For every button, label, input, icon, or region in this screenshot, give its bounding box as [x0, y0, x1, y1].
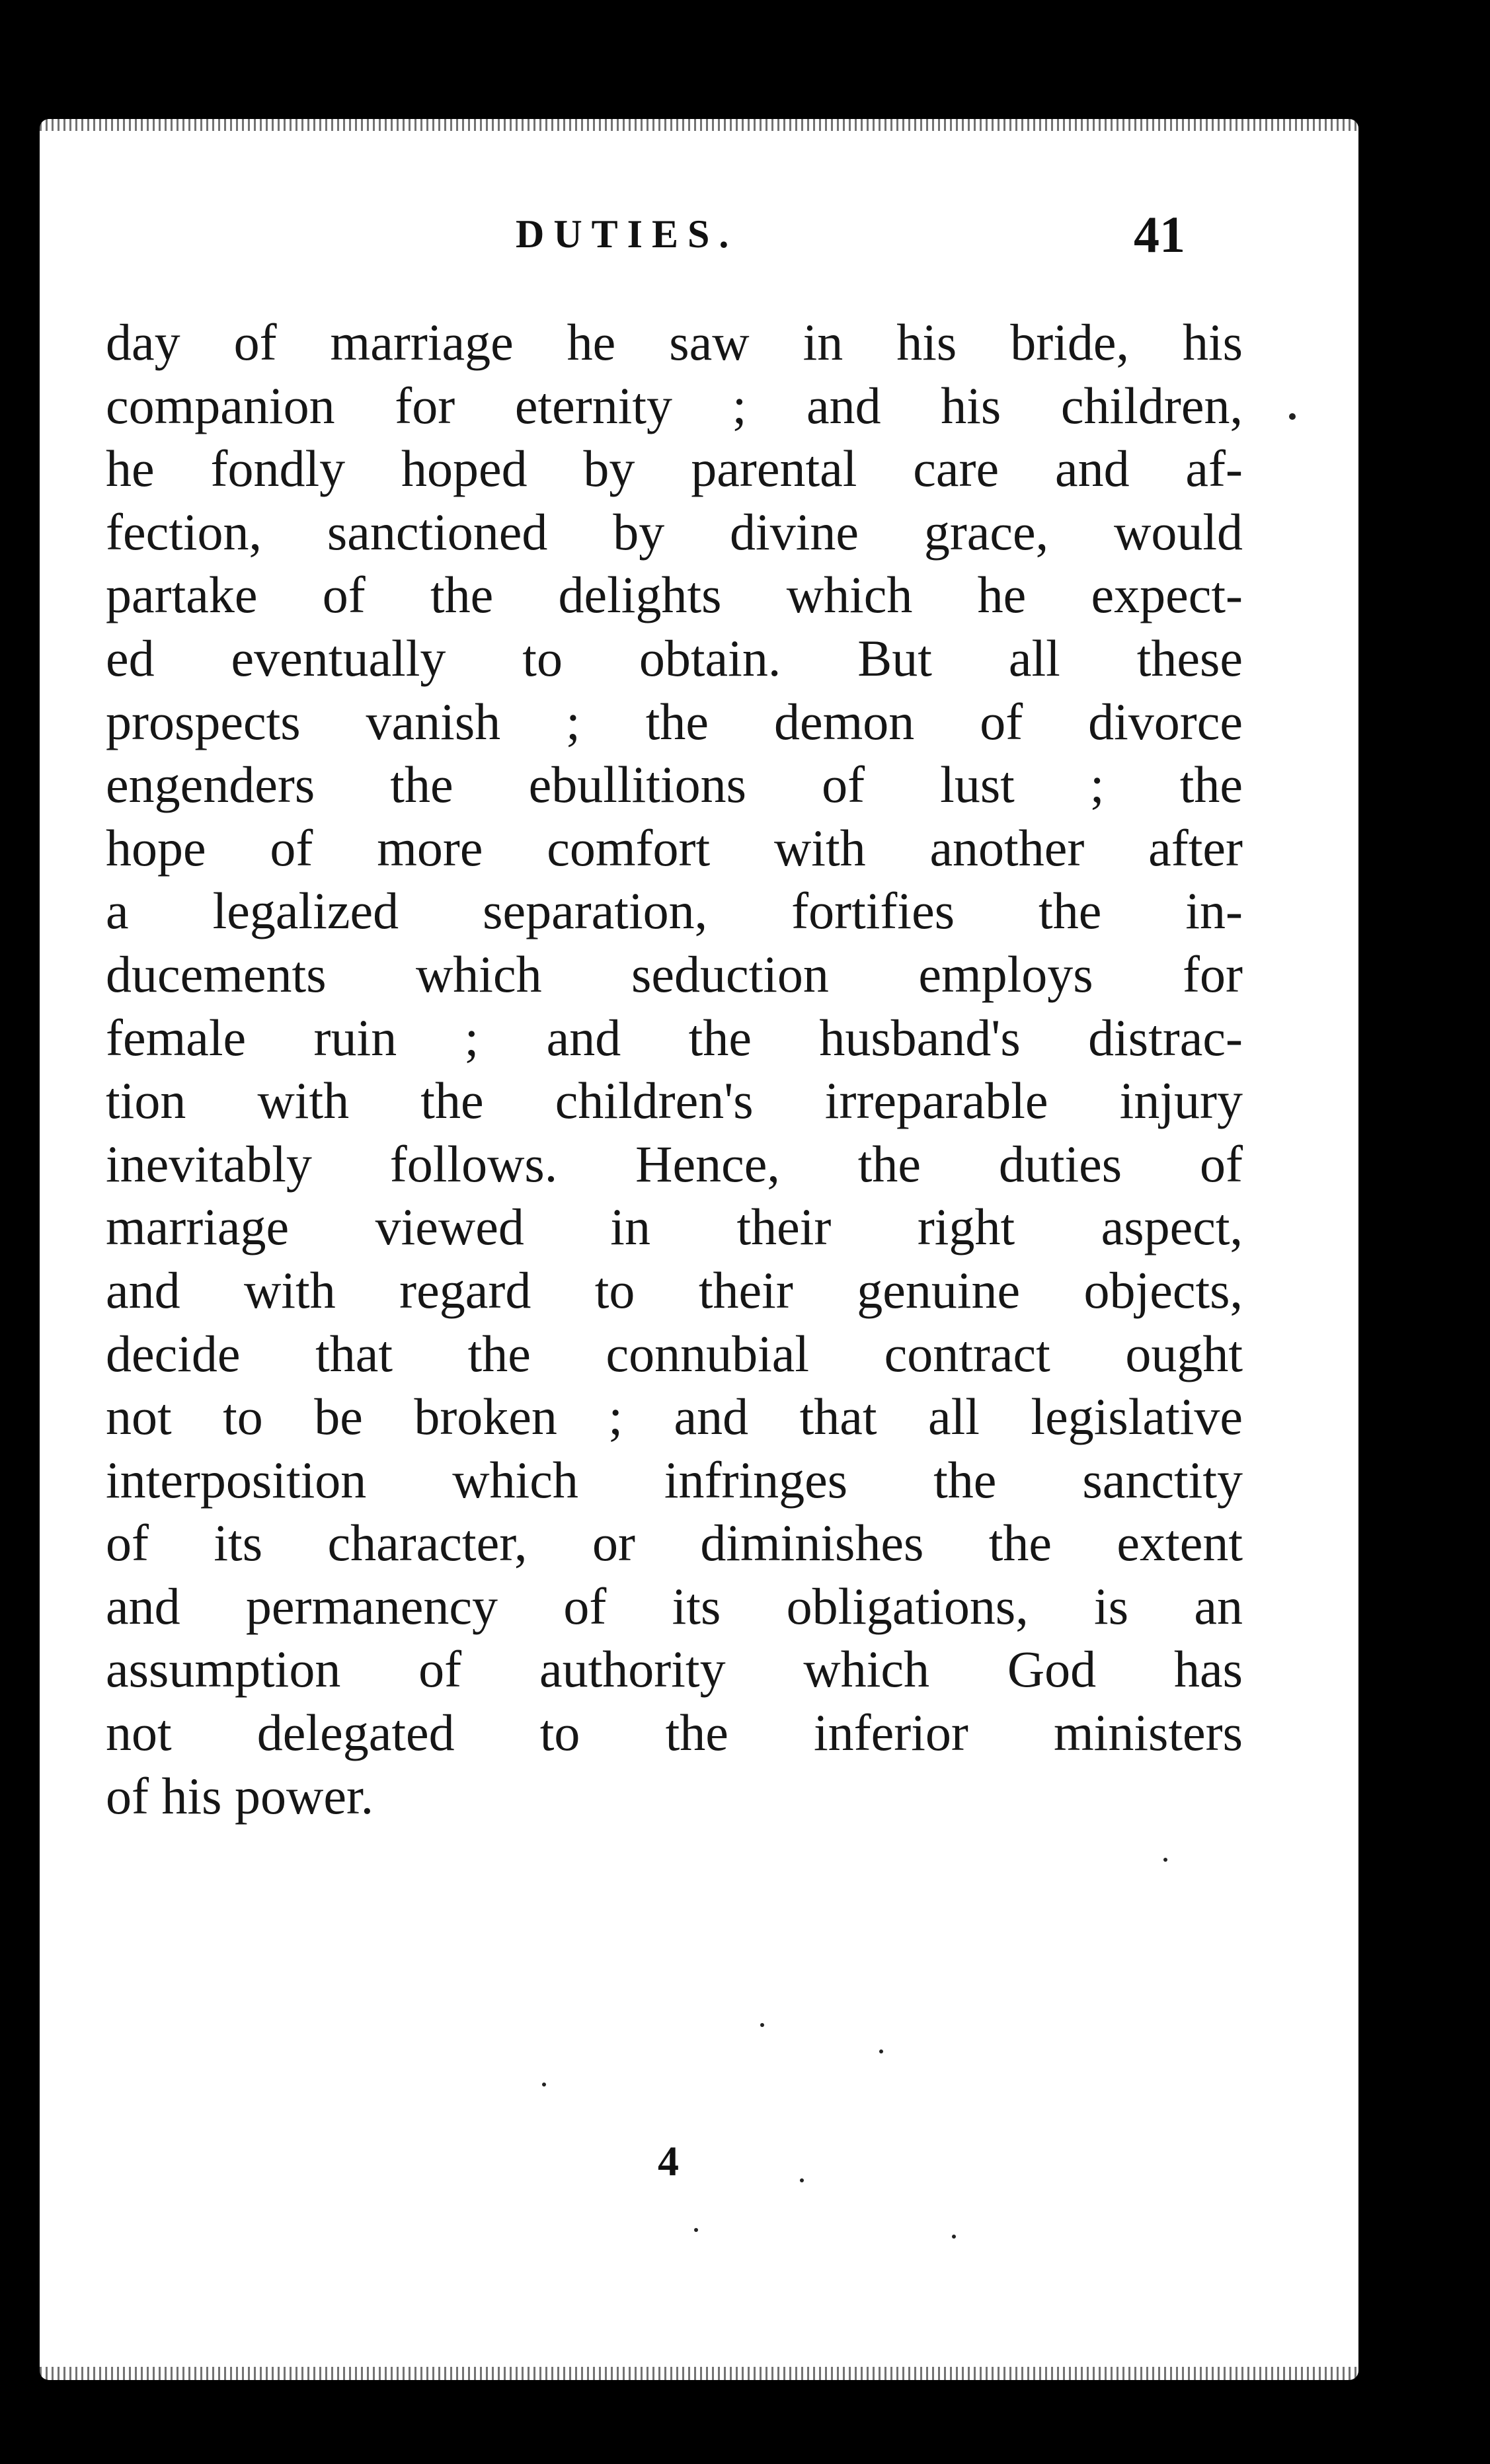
ink-speck [760, 2023, 764, 2027]
text-line: partake of the delights which he expect- [106, 566, 1243, 624]
text-line: interposition which infringes the sanctity [106, 1451, 1243, 1509]
text-line: assumption of authority which God has [106, 1640, 1243, 1698]
ink-speck [879, 2049, 883, 2053]
ink-speck [1289, 413, 1296, 420]
text-line: ed eventually to obtain. But all these [106, 629, 1243, 687]
running-head: DUTIES. [516, 212, 738, 256]
signature-mark: 4 [658, 2137, 679, 2184]
text-line: not delegated to the inferior ministers [106, 1704, 1243, 1762]
text-line-last: of his power. [106, 1767, 374, 1825]
text-line: tion with the children's irreparable injury [106, 1072, 1243, 1130]
page-number: 41 [1134, 206, 1185, 263]
text-line: and with regard to their genuine objects, [106, 1261, 1243, 1319]
text-line: of its character, or diminishes the extent [106, 1514, 1243, 1572]
text-line: he fondly hoped by parental care and af- [106, 440, 1243, 498]
text-line: hope of more comfort with another after [106, 818, 1243, 877]
text-line: companion for eternity ; and his children, [106, 376, 1243, 434]
text-line: marriage viewed in their right aspect, [106, 1198, 1243, 1256]
top-edge-noise [40, 119, 1358, 131]
text-line: not to be broken ; and that all legislative [106, 1388, 1243, 1446]
ink-speck [694, 2228, 698, 2232]
book-page [40, 119, 1358, 2380]
ink-speck [800, 2178, 804, 2182]
ink-speck [952, 2235, 956, 2239]
text-line: fection, sanctioned by divine grace, would [106, 502, 1243, 561]
text-line: inevitably follows. Hence, the duties of [106, 1134, 1243, 1193]
body-text [106, 311, 1243, 1827]
bottom-edge-noise [40, 2367, 1358, 2380]
text-line: female ruin ; and the husband's distrac- [106, 1008, 1243, 1066]
text-line: engenders the ebullitions of lust ; the [106, 756, 1243, 814]
page-header [40, 198, 1358, 278]
text-line: decide that the connubial contract ought [106, 1324, 1243, 1382]
text-line: ducements which seduction employs for [106, 945, 1243, 1003]
text-line: and permanency of its obligations, is an [106, 1577, 1243, 1635]
text-line: prospects vanish ; the demon of divorce [106, 692, 1243, 750]
ink-speck [542, 2083, 546, 2086]
text-line: day of marriage he saw in his bride, his [106, 313, 1243, 371]
ink-speck [1163, 1858, 1167, 1862]
text-line: a legalized separation, fortifies the in- [106, 882, 1243, 940]
